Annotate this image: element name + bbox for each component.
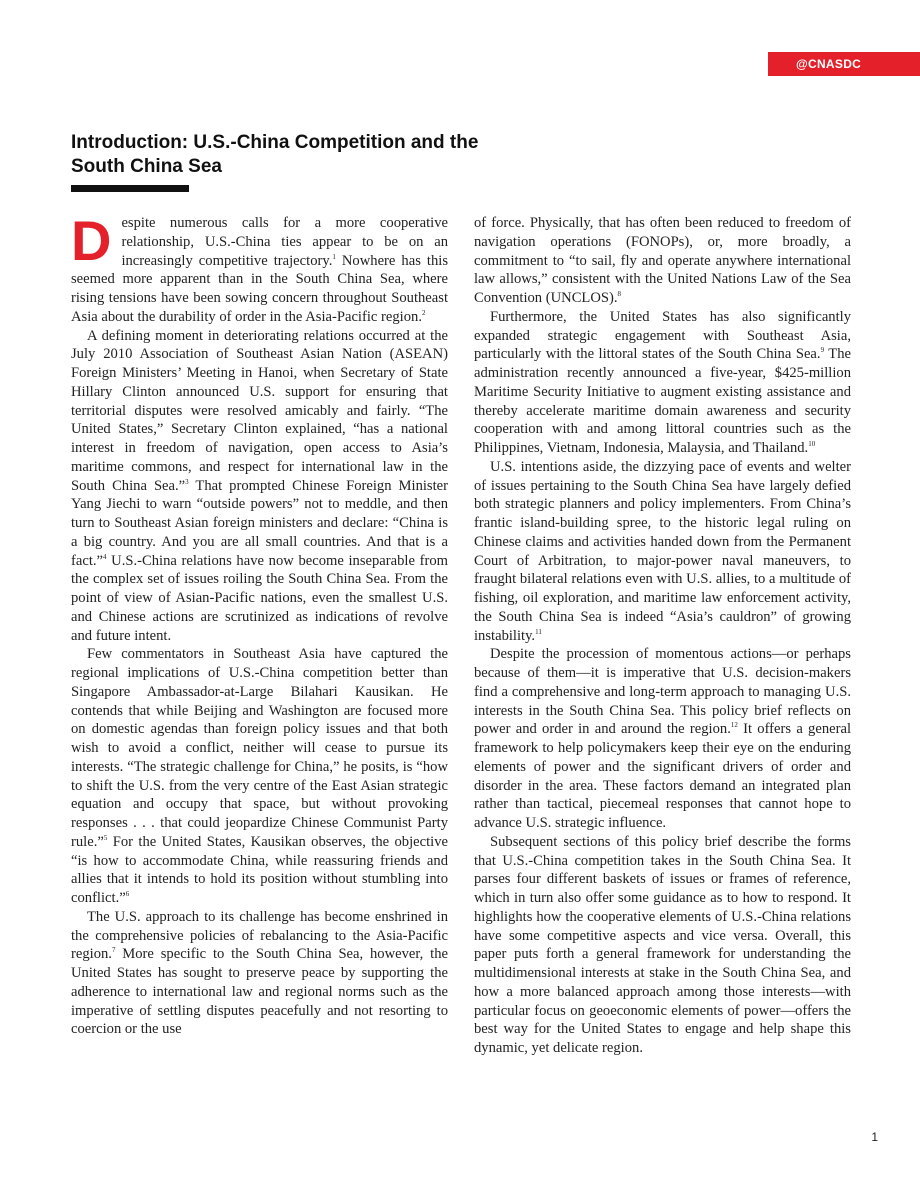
footnote-ref: 6 bbox=[125, 890, 130, 899]
footnote-ref: 5 bbox=[103, 833, 108, 842]
footnote-ref: 12 bbox=[730, 721, 738, 730]
title-underline bbox=[71, 185, 189, 192]
paragraph: Despite the procession of momentous actions—or perhaps because of them—it is imperative that U.S. decision-makers find a comprehensive and long-term approach to managing U.S. interests in the South China Sea. This policy brief reflects on power and order in and around the region.$^{12}$ It offers a general framework to help policymakers keep their eye on the enduring elements of power and the significant drivers of order and disorder in the area. These factors demand an integrated plan rather than tactical, piecemeal responses that cannot hope to advance U.S. strategic influence. bbox=[474, 646, 851, 831]
paragraph: Despite numerous calls for a more cooperative relationship, U.S.-China ties appear to be on an increasingly competitive trajectory.$^1$ Nowhere has this seemed more apparent than in the South China Sea, where rising tensions have been sowing concern throughout Southeast Asia about the durability of order in the Asia-Pacific region.$^2$ bbox=[71, 209, 448, 325]
footnote-ref: 9 bbox=[820, 346, 825, 355]
left-column bbox=[71, 209, 448, 1039]
footnote-ref: 4 bbox=[103, 552, 107, 561]
twitter-handle-tag: @CNASDC bbox=[768, 52, 920, 76]
paragraph: of force. Physically, that has often been reduced to freedom of navigation operations (FONOPs), or, more broadly, a commitment to “to sail, fly and operate anywhere international law allows,” consistent with the United Nations Law of the Sea Convention (UNCLOS).$^8$ bbox=[474, 215, 851, 306]
paragraph: Furthermore, the United States has also significantly expanded strategic engagement with Southeast Asia, particularly with the littoral states of the South China Sea.$^9$ The administration recently announced a five-year, $425-million Maritime Security Initiative to augment existing assistance and thereby accelerate maritime domain awareness and security cooperation with and among littoral countries such as the Philippines, Vietnam, Indonesia, Malaysia, and Thailand.$^{10}$ bbox=[474, 308, 851, 456]
footnote-ref: 10 bbox=[808, 440, 816, 449]
page-number: 1 bbox=[871, 1130, 878, 1144]
footnote-ref: 1 bbox=[332, 252, 336, 261]
section-title: Introduction: U.S.-China Competition and the South China Sea bbox=[71, 132, 479, 177]
drop-cap: D bbox=[71, 209, 112, 272]
footnote-ref: 7 bbox=[111, 946, 116, 955]
paragraph: The U.S. approach to its challenge has become enshrined in the comprehensive policies of rebalancing to the Asia-Pacific region.$^7$ More specific to the South China Sea, however, the United States has sought to preserve peace by supporting the adherence to international law and regional norms such as the imperative of settling disputes peacefully and not resorting to coercion or the use bbox=[71, 908, 448, 1038]
paragraph: A defining moment in deteriorating relations occurred at the July 2010 Association of Southeast Asian Nation (ASEAN) Foreign Ministers’ Meeting in Hanoi, when Secretary of State Hillary Clinton announced U.S. support for ensuring that territorial disputes were resolved amicably and fairly. “The United States,” Secretary Clinton explained, “has a national interest in freedom of navigation, open access to Asia’s maritime commons, and respect for international law in the South China Sea.”$^3$ That prompted Chinese Foreign Minister Yang Jiechi to warn “outside powers” not to meddle, and then turn to Southeast Asian foreign ministers and declare: “China is a big country. And you are all small countries. And that is a fact.”$^4$ U.S.-China relations have now become inseparable from the complex set of issues roiling the South China Sea. From the point of view of Asian-Pacific nations, even the smallest U.S. and Chinese actions are scrutinized as indications of revolve and future intent. bbox=[71, 327, 448, 644]
right-column bbox=[474, 214, 851, 1058]
footnote-ref: 2 bbox=[421, 308, 426, 317]
paragraph: U.S. intentions aside, the dizzying pace of events and welter of issues pertaining to the South China Sea have largely defied both strategic planners and policy implementers. From China’s frantic island-building spree, to the historic legal ruling on Chinese claims and activities handed down from the Permanent Court of Arbitration, to major-power naval maneuvers, to fraught bilateral relations even with U.S. allies, to a multitude of fishing, oil exploration, and maritime law enforcement activity, the South China Sea is indeed “Asia’s cauldron” of growing instability.$^{11}$ bbox=[474, 458, 851, 644]
footnote-ref: 3 bbox=[185, 477, 189, 486]
paragraph: Few commentators in Southeast Asia have captured the regional implications of U.S.-China competition better than Singapore Ambassador-at-Large Bilahari Kausikan. He contends that while Beijing and Washington are focused more on domestic agendas than foreign policy issues and that both wish to avoid a conflict, neither will cease to pursue its interests. “The strategic challenge for China,” he posits, is “how to shift the U.S. from the very centre of the East Asian strategic equation and occupy that space, but without provoking responses . . . that could jeopardize Chinese Communist Party rule.”$^5$ For the United States, Kausikan observes, the objective “is how to accommodate China, while reassuring friends and allies that it intends to hold its position without stumbling into conflict.”$^6$ bbox=[71, 646, 448, 906]
paragraph: Subsequent sections of this policy brief describe the forms that U.S.-China competition takes in the South China Sea. It parses four different baskets of issues or frames of reference, which in turn also offer some guidance as to how to respond. It highlights how the cooperative elements of U.S.-China relations have some competitive aspects and vice versa. Overall, this paper puts forth a general framework for understanding the multidimensional interests at stake in the South China Sea, and how a more balanced approach among those interests—with particular focus on geoeconomic elements of power—offers the best way for the United States to engage and help shape this dynamic, yet delicate region. bbox=[474, 833, 851, 1056]
footnote-ref: 11 bbox=[535, 627, 542, 636]
footnote-ref: 8 bbox=[617, 290, 622, 299]
